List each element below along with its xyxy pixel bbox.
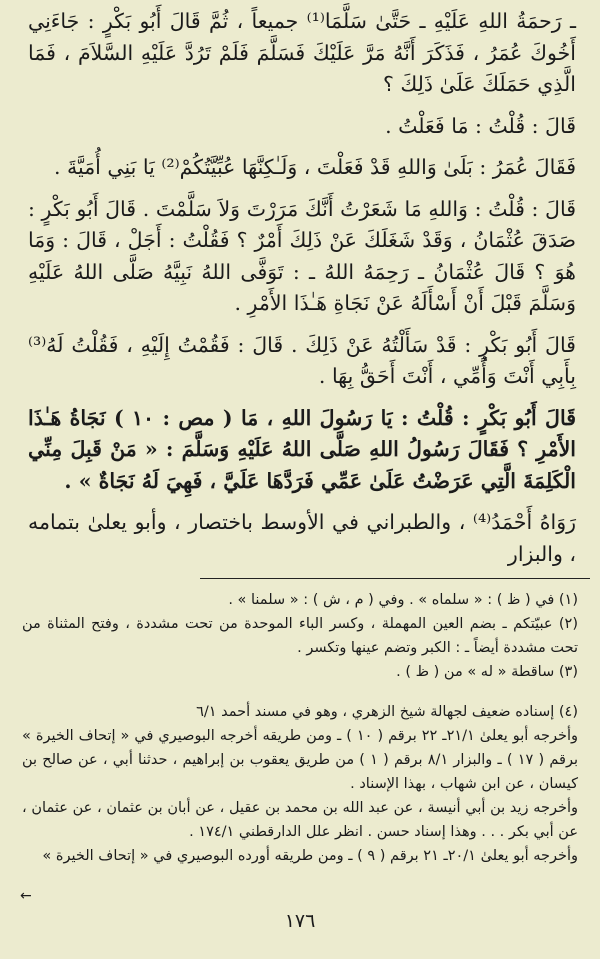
footnote-4: (٤) إسناده ضعيف لجهالة شيخ الزهري ، وهو في مسند أحمد ٦/١ — [196, 704, 578, 720]
main-text — [28, 6, 576, 570]
paragraph-3: فَقَالَ عُمَرُ : بَلَىٰ وَاللهِ قَدْ فَعَلْتَ ، وَلَـٰكِنَّهَا عُبِّيَّتُكُمْ⁽²⁾ يَا بَنِي أُمَيَّةَ . — [53, 155, 576, 179]
footnote-4-line-4: وأخرجه أبو يعلىٰ ٢٠/١ـ ٢١ برقم ( ٩ ) ـ ومن طريقه أورده البوصيري في « إتحاف الخيرة » — [42, 848, 578, 864]
paragraph-4: قَالَ : قُلْتُ : وَاللهِ مَا شَعَرْتُ أَنَّكَ مَرَرْتَ وَلاَ سَلَّمْتَ . قَالَ أَبُو بَكْرٍ : صَدَقَ عُثْمَانُ ، وَقَدْ شَغَلَكَ عَنْ ذَلِكَ أَمْرٌ ؟ فَقُلْتُ : أَجَلْ ، قَالَ : وَمَا هُوَ ؟ قَالَ عُثْمَانُ ـ رَحِمَهُ اللهُ ـ : تَوَفَّى اللهُ نَبِيَّهُ صَلَّى اللهُ عَلَيْهِ وَسَلَّمَ قَبْلَ أَنْ أَسْأَلَهُ عَنْ نَجَاةِ هَـٰذَا الأَمْرِ . — [28, 196, 576, 315]
paragraph-2: قَالَ : قُلْتُ : مَا فَعَلْتُ . — [385, 113, 576, 138]
footnote-2: (٢) عبيّتكم ـ بضم العين المهملة ، وكسر الباء الموحدة من تحت مشددة ، وفتح المثناة من تحت مشددة أيضاً ـ : الكبر وتضم عينها وتكسر . — [22, 616, 578, 656]
footnote-3: (٣) ساقطة « له » من ( ظ ) . — [396, 664, 578, 680]
page-number: ١٧٦ — [284, 910, 316, 932]
paragraph-5: قَالَ أَبُو بَكْرٍ : قَدْ سَأَلْتُهُ عَنْ ذَلِكَ . قَالَ : فَقُمْتُ إِلَيْهِ ، فَقُلْتُ لَهُ⁽³⁾ بِأَبِي أَنْتَ وَأُمِّي ، أَنْتَ أَحَقُّ بِهَا . — [28, 332, 576, 388]
paragraph-6: قَالَ أَبُو بَكْرٍ : قُلْتُ : يَا رَسُولَ اللهِ ، مَا ( مص : ١٠ ) نَجَاةُ هَـٰذَا الأَمْرِ ؟ فَقَالَ رَسُولُ اللهِ صَلَّى اللهُ عَلَيْهِ وَسَلَّمَ : « مَنْ قَبِلَ مِنِّي الْكَلِمَةَ الَّتِي عَرَضْتُ عَلَىٰ عَمِّي فَرَدَّهَا عَلَيَّ ، فَهِيَ لَهُ نَجَاةٌ » . — [28, 405, 576, 493]
footnote-1: (١) في ( ظ ) : « سلماه » . وفي ( م ، ش ) : « سلمنا » . — [228, 592, 578, 608]
paragraph-1: ـ رَحمَةُ اللهِ عَلَيْهِ ـ حَتَّىٰ سَلَّمَا⁽¹⁾ جميعاً ، ثُمَّ قَالَ أَبُو بَكْرٍ : جَاءَنِي أَخُوكَ عُمَرُ ، فَذَكَرَ أَنَّهُ مَرَّ عَلَيْكَ فَسَلَّمَ فَلَمْ تَرُدَّ عَلَيْهِ السَّلاَمَ ، فَمَا الَّذِي حَمَلَكَ عَلَىٰ ذَلِكَ ؟ — [28, 9, 576, 96]
footnotes — [22, 588, 578, 868]
continue-arrow-icon: ← — [20, 888, 32, 904]
footnote-4-line-3: وأخرجه زيد بن أبي أنيسة ، عن عبد الله بن محمد بن عقيل ، عن أبان بن عثمان ، عن عثمان ، عن أبي بكر . . . وهذا إسناد حسن . انظر علل الدارقطني ١٧٤/١ . — [22, 800, 578, 840]
paragraph-7: رَوَاهُ أَحْمَدُ⁽⁴⁾ ، والطبراني في الأوسط باختصار ، وأبو يعلىٰ بتمامه ، والبزار — [28, 510, 576, 566]
footnote-4-line-2: وأخرجه أبو يعلىٰ ٢١/١ـ ٢٢ برقم ( ١٠ ) ـ ومن طريقه أخرجه البوصيري في « إتحاف الخيرة » برقم ( ١٧ ) ـ والبزار ٨/١ برقم ( ١ ) من طريق يعقوب بن إبراهيم ، حدثنا أبي ، عن صالح بن كيسان ، عن ابن شهاب ، بهذا الإسناد . — [22, 728, 579, 792]
footnote-divider — [200, 578, 590, 579]
